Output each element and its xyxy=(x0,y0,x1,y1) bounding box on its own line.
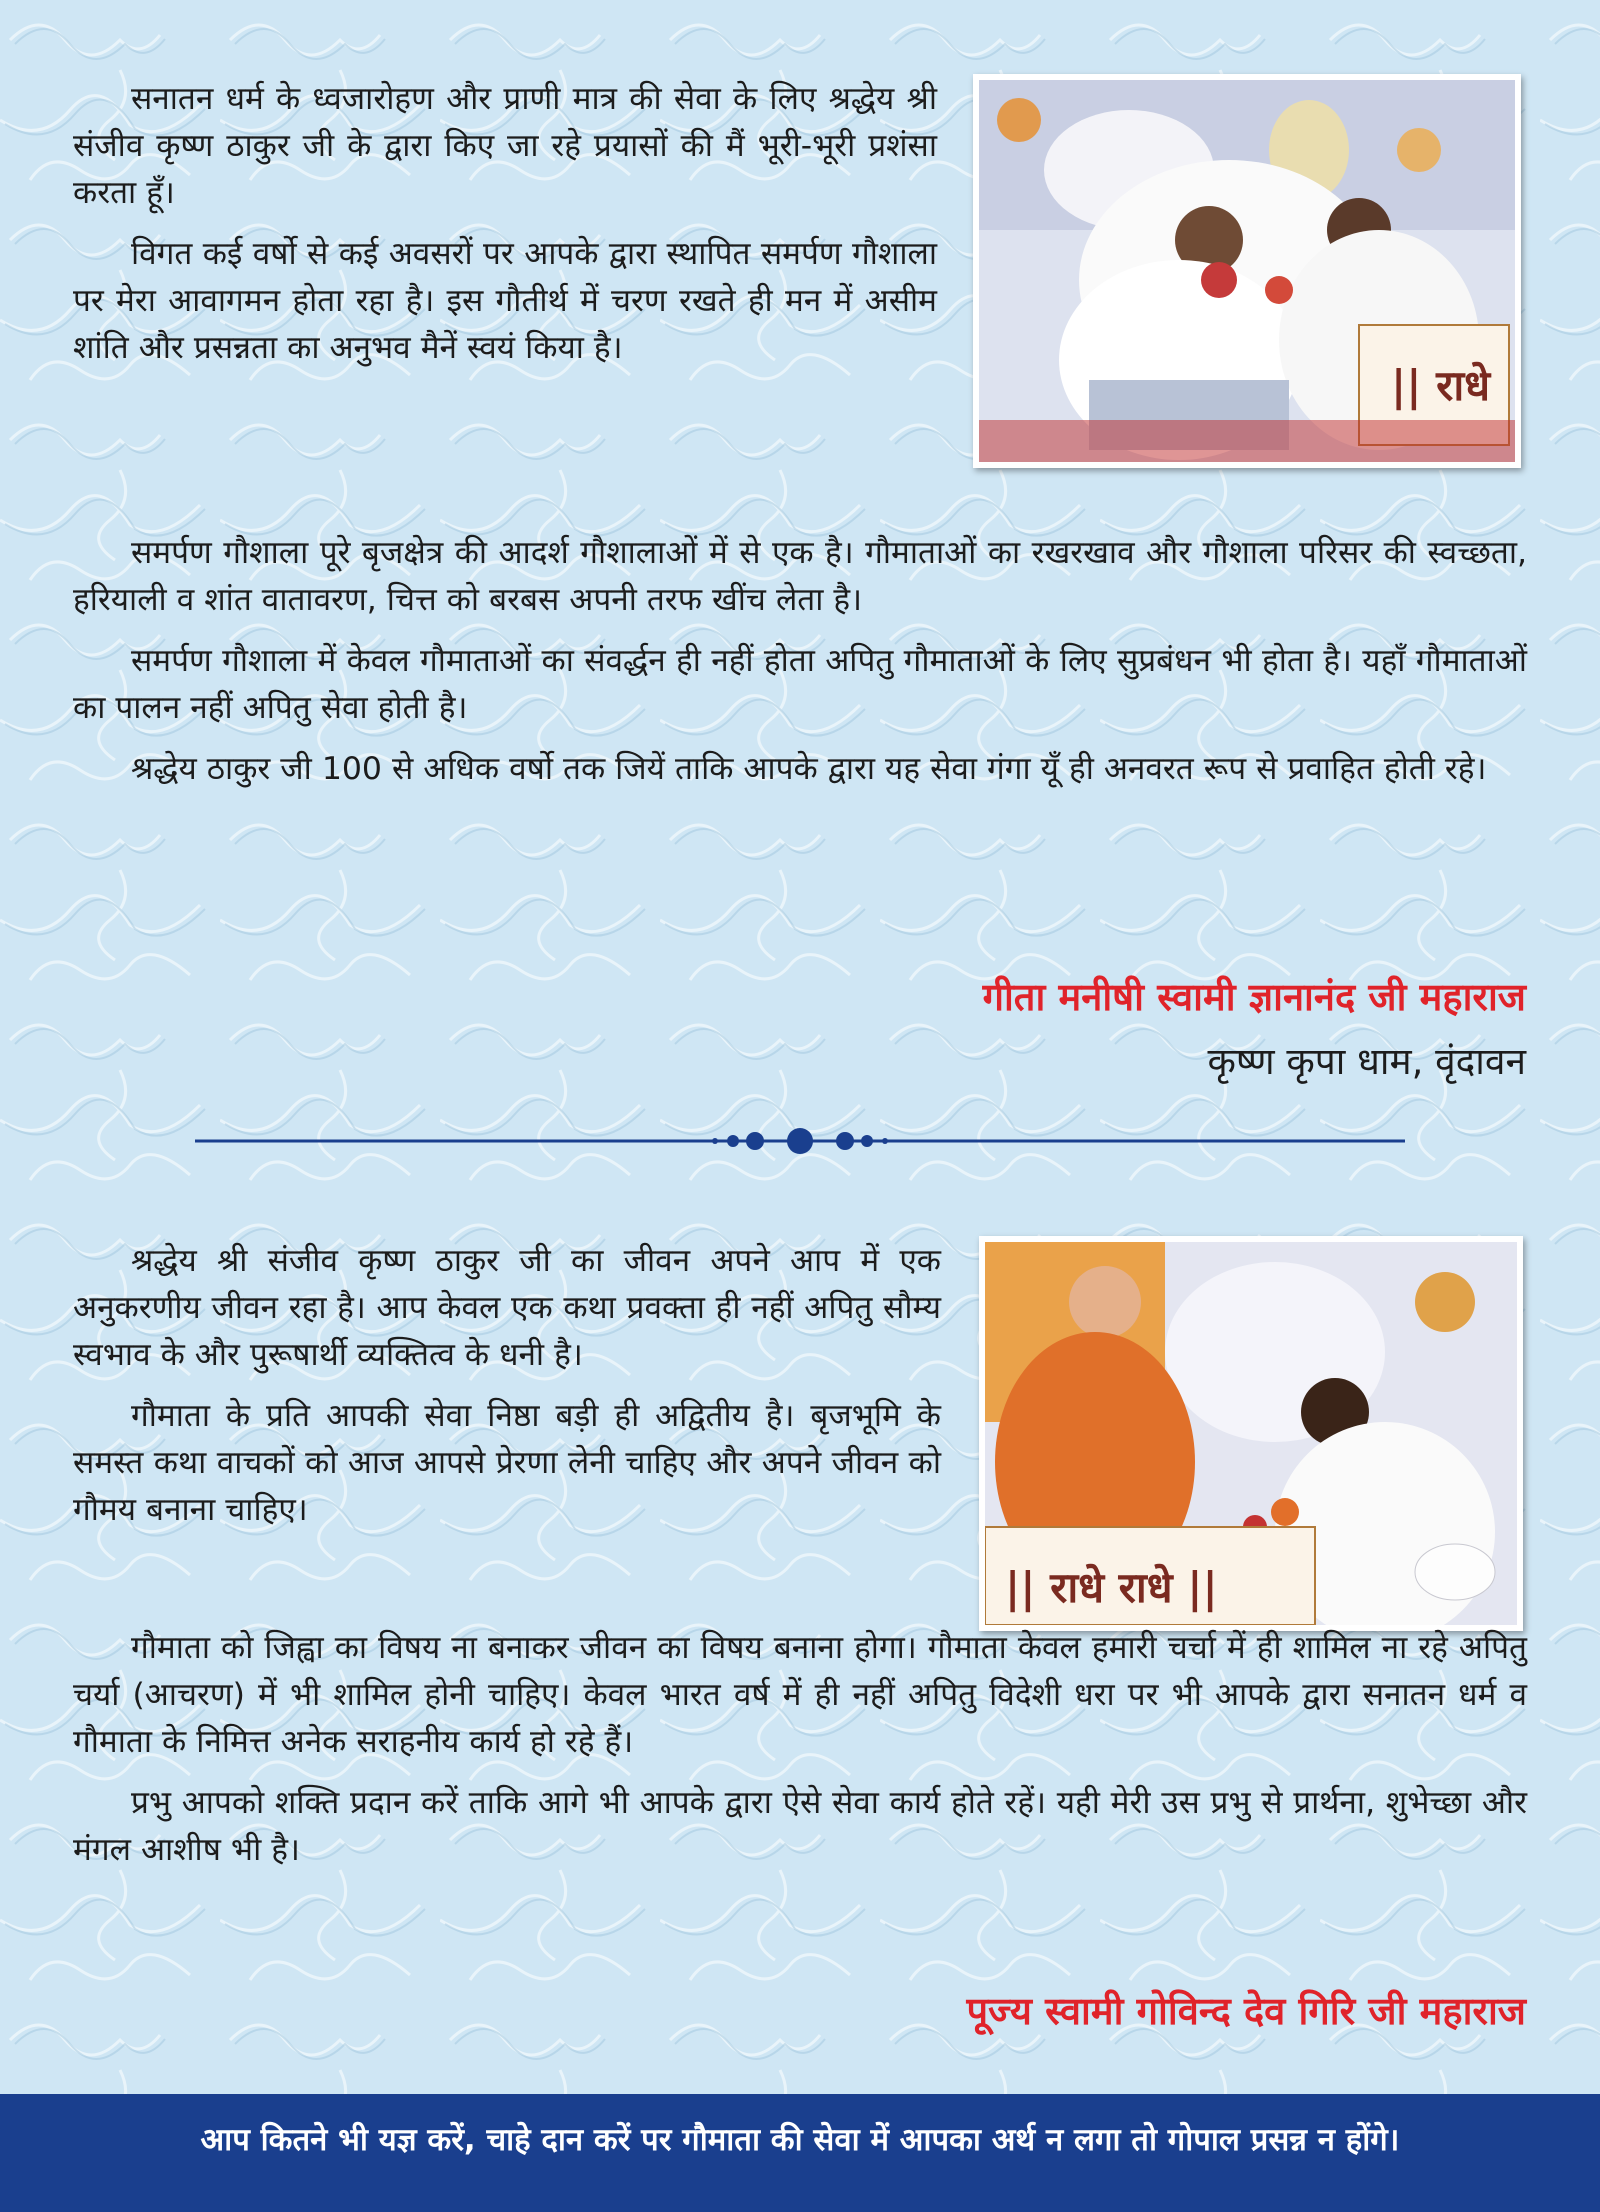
section1-paragraph-4: समर्पण गौशाला में केवल गौमाताओं का संवर्द्धन ही नहीं होता अपितु गौमाताओं के लिए सुप्रबंधन भी होता है। यहाँ गौमाताओं का पालन नहीं अपितु सेवा होती है। xyxy=(73,643,1527,726)
photo-blessing-ceremony-2 xyxy=(985,1242,1517,1625)
photo-banner-text-1: || राधे xyxy=(1391,361,1491,410)
section1-paragraph-3: समर्पण गौशाला पूरे बृजक्षेत्र की आदर्श गौशालाओं में से एक है। गौमाताओं का रखरखाव और गौशाला परिसर की स्वच्छता, हरियाली व शांत वातावरण, चित्त को बरबस अपनी तरफ खींच लेता है। xyxy=(73,535,1527,618)
section2-text-beside-photo xyxy=(73,1238,941,1534)
photo-frame-2 xyxy=(979,1236,1523,1631)
section2-paragraph-3: गौमाता को जिह्वा का विषय ना बनाकर जीवन का विषय बनाना होगा। गौमाता केवल हमारी चर्चा में ही शामिल ना रहे अपितु चर्या (आचरण) में भी शामिल होनी चाहिए। केवल भारत वर्ष में ही नहीं अपितु विदेशी धरा पर भी आपके द्वारा सनातन धर्म व गौमाता के निमित्त अनेक सराहनीय कार्य हो रहे हैं। xyxy=(73,1630,1527,1760)
section2-text-full-width xyxy=(73,1625,1527,1874)
signature-name-1: गीता मनीषी स्वामी ज्ञानानंद जी महाराज xyxy=(982,975,1526,1019)
section2-paragraph-1: श्रद्धेय श्री संजीव कृष्ण ठाकुर जी का जीवन अपने आप में एक अनुकरणीय जीवन रहा है। आप केवल एक कथा प्रवक्ता ही नहीं अपितु सौम्य स्वभाव के और पुरूषार्थी व्यक्तित्व के धनी है। xyxy=(73,1243,941,1373)
photo-banner-text-2: || राधे राधे || xyxy=(1005,1563,1218,1612)
section1-paragraph-2: विगत कई वर्षो से कई अवसरों पर आपके द्वारा स्थापित समर्पण गौशाला पर मेरा आवागमन होता रहा है। इस गौतीर्थ में चरण रखते ही मन में असीम शांति और प्रसन्नता का अनुभव मैनें स्वयं किया है। xyxy=(73,236,937,366)
footer-banner xyxy=(0,2094,1600,2212)
section2-paragraph-4: प्रभु आपको शक्ति प्रदान करें ताकि आगे भी आपके द्वारा ऐसे सेवा कार्य होते रहें। यही मेरी उस प्रभु से प्रार्थना, शुभेच्छा और मंगल आशीष भी है। xyxy=(73,1785,1527,1868)
section1-text-full-width xyxy=(73,516,1527,793)
signature-name-2: पूज्य स्वामी गोविन्द देव गिरि जी महाराज xyxy=(966,1989,1526,2033)
section-divider xyxy=(195,1124,1405,1158)
section2-paragraph-2: गौमाता के प्रति आपकी सेवा निष्ठा बड़ी ही अद्वितीय है। बृजभूमि के समस्त कथा वाचकों को आज आपसे प्रेरणा लेनी चाहिए और अपने जीवन को गौमय बनाना चाहिए। xyxy=(73,1398,941,1528)
photo-frame-1 xyxy=(973,74,1521,468)
section1-paragraph-1: सनातन धर्म के ध्वजारोहण और प्राणी मात्र की सेवा के लिए श्रद्धेय श्री संजीव कृष्ण ठाकुर जी के द्वारा किए जा रहे प्रयासों की मैं भूरी-भूरी प्रशंसा करता हूँ। xyxy=(73,81,937,211)
section1-text-beside-photo xyxy=(73,76,937,372)
photo-blessing-ceremony-1 xyxy=(979,80,1515,462)
footer-quote: आप कितने भी यज्ञ करें, चाहे दान करें पर गौमाता की सेवा में आपका अर्थ न लगा तो गोपाल प्रसन्न न होंगे। xyxy=(200,2122,1400,2158)
signature-place-1: कृष्ण कृपा धाम, वृंदावन xyxy=(1207,1040,1526,1083)
section1-paragraph-5: श्रद्धेय ठाकुर जी 100 से अधिक वर्षो तक जियें ताकि आपके द्वारा यह सेवा गंगा यूँ ही अनवरत रूप से प्रवाहित होती रहे। xyxy=(131,751,1487,787)
